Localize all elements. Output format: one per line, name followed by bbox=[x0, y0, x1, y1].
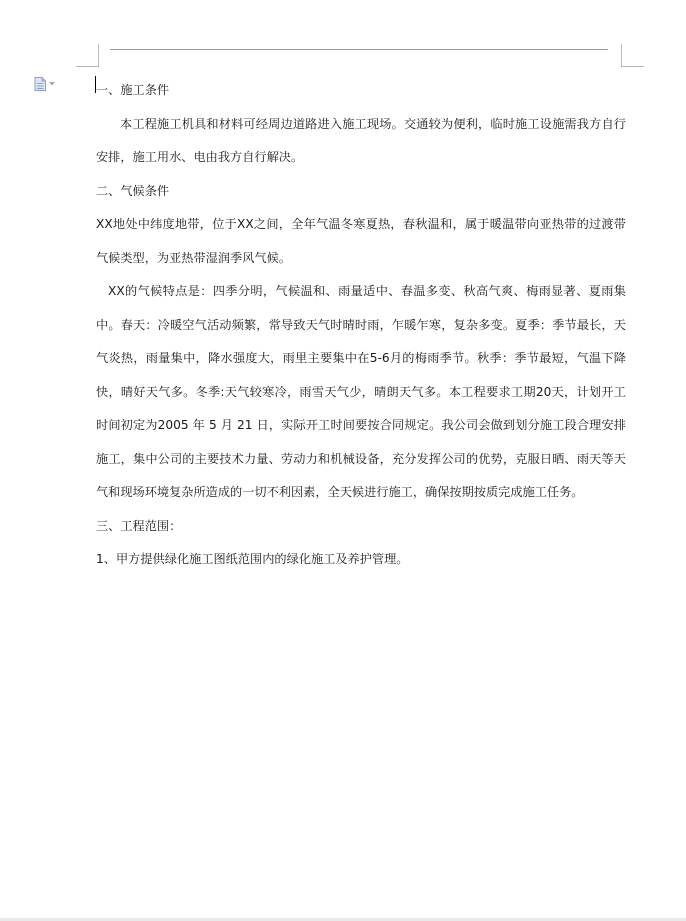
document-body[interactable] bbox=[96, 74, 626, 577]
heading-project-scope: 三、工程范围： bbox=[96, 518, 182, 533]
header-rule bbox=[110, 49, 608, 50]
paragraph-project-scope-item: 1、甲方提供绿化施工图纸范围内的绿化施工及养护管理。 bbox=[96, 552, 409, 566]
paragraph-climate-features: XX的气候特点是：四季分明，气候温和、雨量适中、春温多变、秋高气爽、梅雨显著、夏雨集中。春天：冷暖空气活动频繁，常导致天气时晴时雨，乍暖乍寒，复杂多变。夏季：季节最长，天气炎热，雨量集中，降水强度大，雨里主要集中在5-6月的梅雨季节。秋季：季节最短，气温下降快，晴好天气多。冬季:天气较寒冷，雨雪天气少，晴朗天气多。本工程要求工期20天，计划开工时间初定为2005 年 5 月 21 日，实际开工时间要按合同规定。我公司会做到划分施工段合理安排施工，集中公司的主要技术力量、劳动力和机械设备，充分发挥公司的优势，克服日晒、雨天等天气和现场环境复杂所造成的一切不利因素，全天候进行施工，确保按期按质完成施工任务。 bbox=[96, 284, 626, 499]
page-corner-mark-top-left bbox=[76, 44, 99, 67]
page-corner-mark-top-right bbox=[621, 44, 644, 67]
paragraph-climate-location: XX地处中纬度地带，位于XX之间，全年气温冬寒夏热，春秋温和，属于暖温带向亚热带的过渡带气候类型，为亚热带湿润季风气候。 bbox=[96, 217, 626, 265]
heading-climate-conditions: 二、气候条件 bbox=[96, 183, 170, 198]
document-icon bbox=[34, 77, 46, 91]
paragraph-menu-button[interactable] bbox=[34, 77, 62, 91]
heading-construction-conditions: 一、施工条件 bbox=[96, 83, 170, 97]
chevron-down-icon bbox=[49, 82, 55, 86]
paragraph-construction-conditions: 本工程施工机具和材料可经周边道路进入施工现场。交通较为便利，临时施工设施需我方自行安排，施工用水、电由我方自行解决。 bbox=[96, 116, 626, 164]
